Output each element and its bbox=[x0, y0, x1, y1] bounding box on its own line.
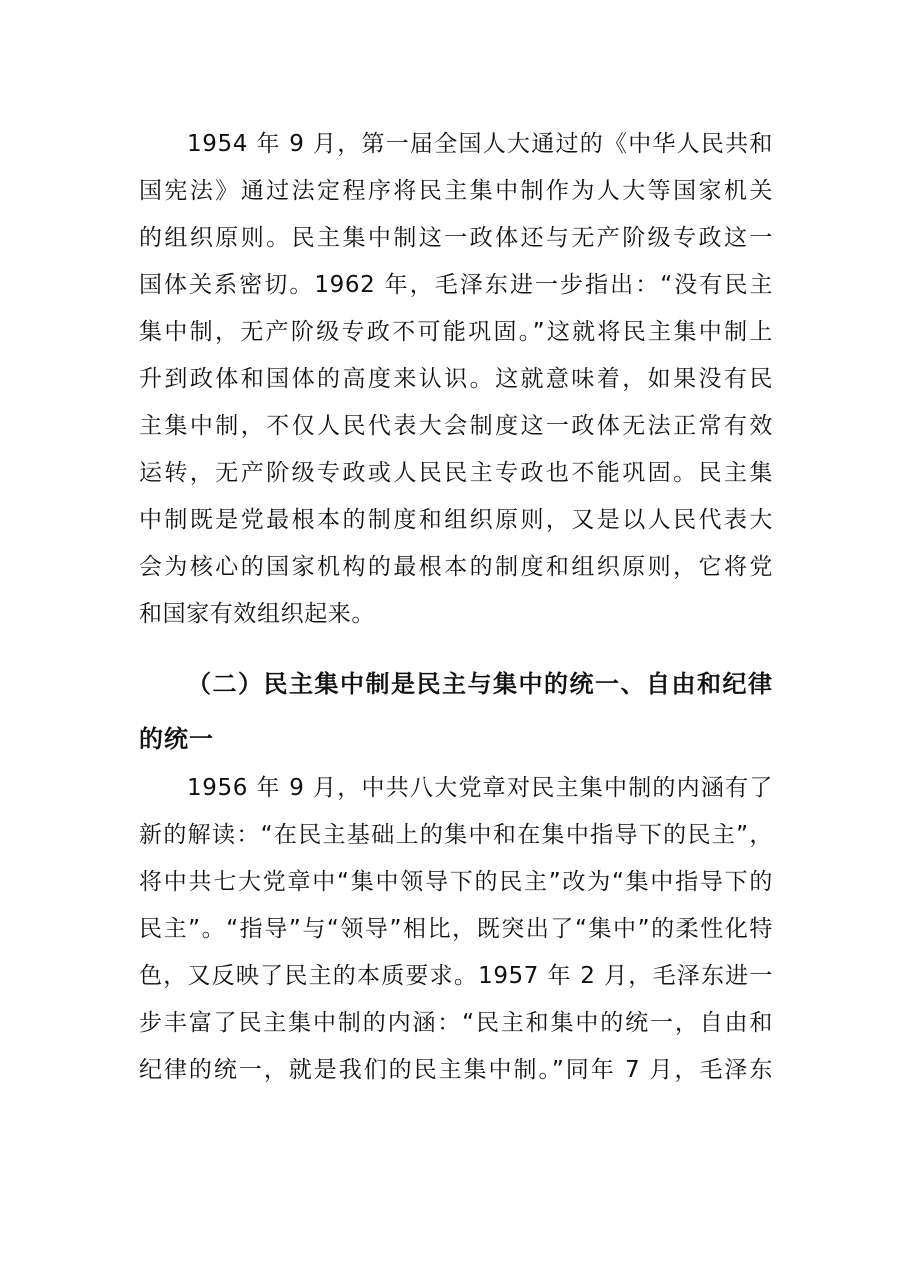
heading-line: 的统一 bbox=[139, 725, 214, 753]
paragraph-line: 会为核心的国家机构的最根本的制度和组织原则，它将党 bbox=[139, 554, 773, 580]
heading-line: （二）民主集中制是民主与集中的统一、自由和纪律 bbox=[187, 670, 773, 698]
paragraph-line: 国宪法》通过法定程序将民主集中制作为人大等国家机关 bbox=[139, 178, 773, 204]
paragraph-line: 国体关系密切。1962 年，毛泽东进一步指出：“没有民主 bbox=[139, 272, 773, 298]
paragraph-line: 将中共七大党章中“集中领导下的民主”改为“集中指导下的 bbox=[139, 869, 773, 895]
section-heading bbox=[139, 657, 773, 767]
paragraph-line: 集中制，无产阶级专政不可能巩固。”这就将民主集中制上 bbox=[139, 319, 773, 345]
paragraph-line: 1954 年 9 月，第一届全国人大通过的《中华人民共和 bbox=[187, 131, 773, 157]
paragraph-line: 的组织原则。民主集中制这一政体还与无产阶级专政这一 bbox=[139, 225, 773, 251]
paragraph-line: 运转，无产阶级专政或人民民主专政也不能巩固。民主集 bbox=[139, 460, 773, 486]
paragraph-line: 新的解读：“在民主基础上的集中和在集中指导下的民主”， bbox=[139, 822, 773, 848]
paragraph-line: 1956 年 9 月，中共八大党章对民主集中制的内涵有了 bbox=[187, 775, 773, 801]
paragraph-line: 升到政体和国体的高度来认识。这就意味着，如果没有民 bbox=[139, 366, 773, 392]
paragraph-line: 中制既是党最根本的制度和组织原则，又是以人民代表大 bbox=[139, 507, 773, 533]
paragraph-line: 和国家有效组织起来。 bbox=[139, 601, 375, 627]
paragraph-line: 步丰富了民主集中制的内涵：“民主和集中的统一，自由和 bbox=[139, 1010, 773, 1036]
paragraph-line: 主集中制，不仅人民代表大会制度这一政体无法正常有效 bbox=[139, 413, 773, 439]
paragraph-1 bbox=[139, 121, 773, 638]
paragraph-line: 民主”。“指导”与“领导”相比，既突出了“集中”的柔性化特 bbox=[139, 916, 773, 942]
paragraph-line: 纪律的统一，就是我们的民主集中制。”同年 7 月，毛泽东 bbox=[139, 1057, 773, 1083]
paragraph-2 bbox=[139, 765, 773, 1094]
paragraph-line: 色，又反映了民主的本质要求。1957 年 2 月，毛泽东进一 bbox=[139, 963, 773, 989]
